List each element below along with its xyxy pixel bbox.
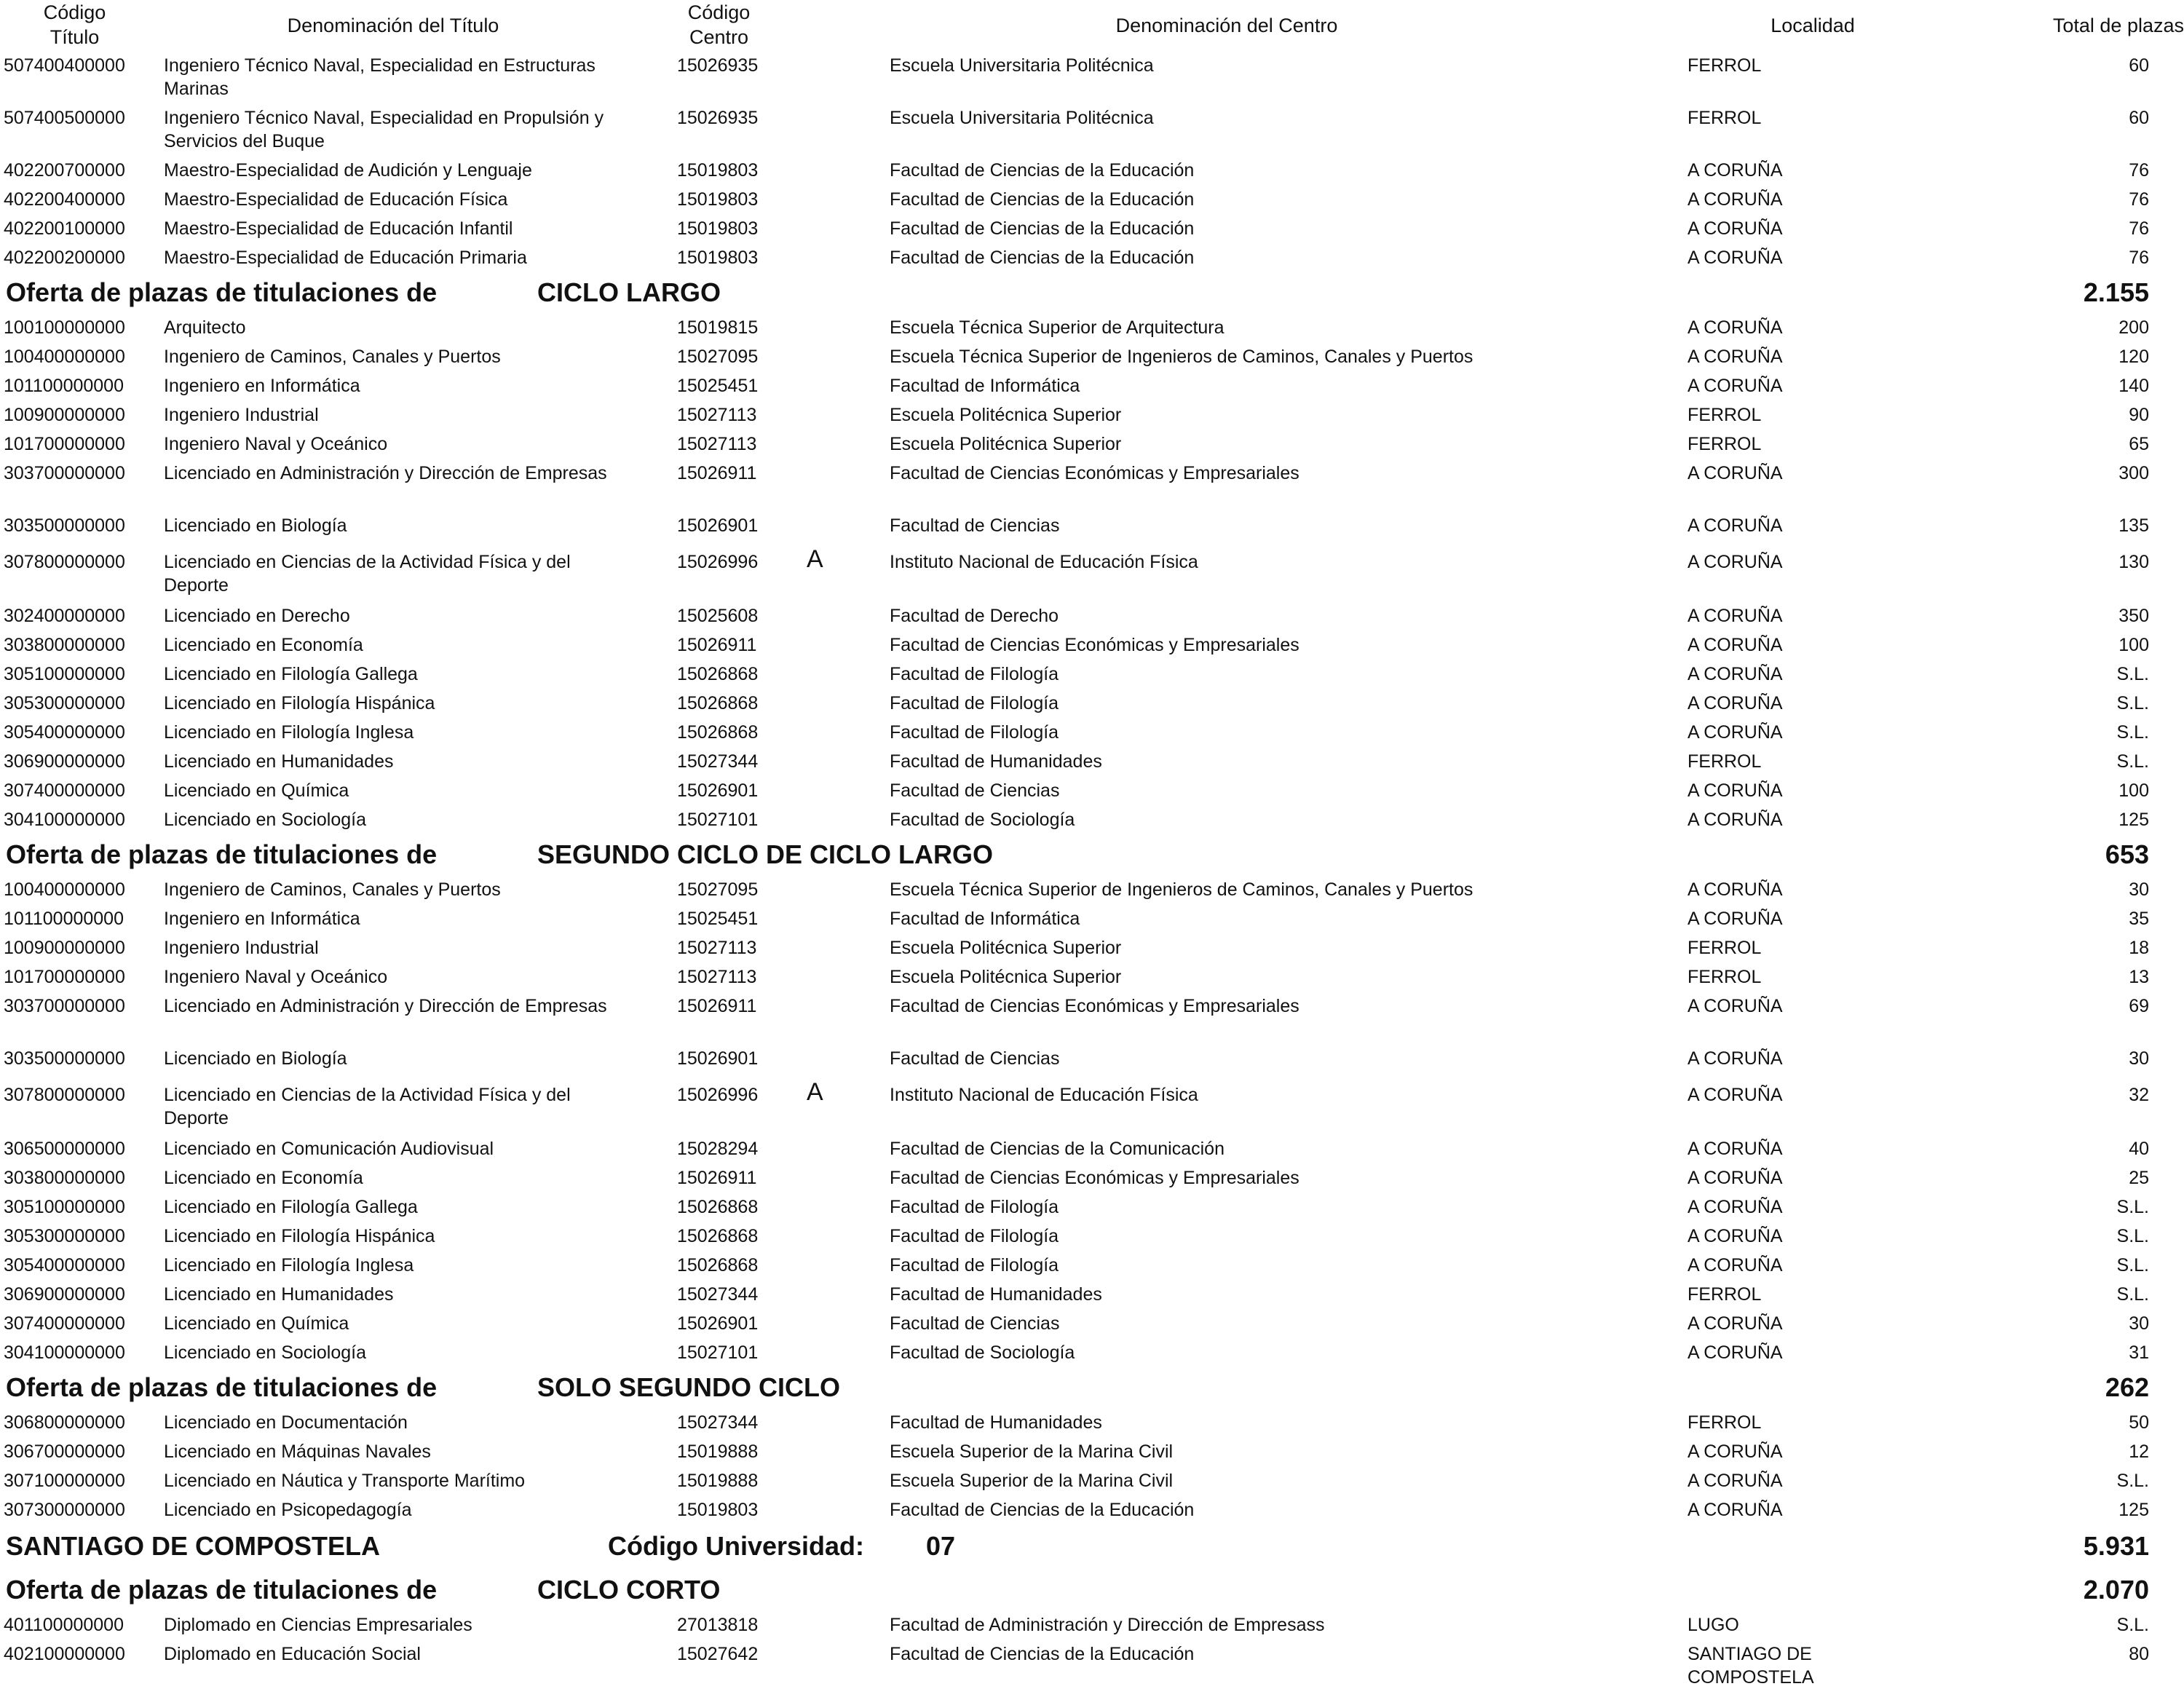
row-codigo-centro: 27013818 [677, 1615, 759, 1635]
row-total-plazas: S.L. [2116, 1197, 2149, 1217]
university-total: 5.931 [2083, 1531, 2149, 1561]
row-total-plazas: 76 [2129, 189, 2149, 210]
row-codigo-titulo: 305300000000 [4, 693, 125, 713]
row-denominacion-centro: Facultad de Ciencias de la Educación [890, 189, 1195, 210]
row-denominacion-titulo: Maestro-Especialidad de Audición y Lenguaje [164, 160, 532, 181]
row-denominacion-titulo: Licenciado en Sociología [164, 1342, 366, 1363]
row-codigo-centro: 15027344 [677, 751, 759, 772]
row-codigo-titulo: 402100000000 [4, 1644, 125, 1664]
row-total-plazas: S.L. [2116, 1471, 2149, 1491]
section-title: CICLO LARGO [537, 277, 721, 307]
row-denominacion-centro: Facultad de Ciencias de la Educación [890, 1644, 1195, 1664]
row-denominacion-titulo: Licenciado en Filología Hispánica [164, 1226, 435, 1246]
row-total-plazas: 200 [2118, 317, 2149, 338]
row-denominacion-centro: Facultad de Sociología [890, 810, 1075, 830]
row-codigo-titulo: 507400400000 [4, 55, 125, 76]
row-codigo-centro: 15027113 [677, 967, 757, 987]
section-total: 2.070 [2083, 1575, 2149, 1605]
row-denominacion-centro: Instituto Nacional de Educación Física [890, 1085, 1198, 1105]
row-codigo-titulo: 303800000000 [4, 1168, 125, 1188]
row-denominacion-centro: Escuela Técnica Superior de Ingenieros de Caminos, Canales y Puertos [890, 879, 1473, 900]
row-denominacion-centro: Escuela Politécnica Superior [890, 405, 1122, 425]
section-total: 653 [2105, 839, 2149, 869]
row-denominacion-centro: Facultad de Ciencias de la Educación [890, 248, 1195, 268]
row-total-plazas: 135 [2118, 515, 2149, 536]
row-localidad: A CORUÑA [1688, 1048, 1783, 1069]
row-codigo-titulo: 306900000000 [4, 1284, 125, 1305]
row-localidad: A CORUÑA [1688, 780, 1783, 801]
row-codigo-titulo: 100900000000 [4, 938, 125, 958]
section-title: SOLO SEGUNDO CICLO [537, 1372, 841, 1402]
row-denominacion-centro: Facultad de Ciencias [890, 1313, 1060, 1334]
row-denominacion-titulo: Licenciado en Náutica y Transporte Marítimo [164, 1471, 526, 1491]
row-localidad: A CORUÑA [1688, 1085, 1783, 1105]
row-codigo-titulo: 101100000000 [4, 376, 124, 396]
header-codigo-centro: Código Centro [687, 1, 751, 48]
row-codigo-centro: 15026901 [677, 1048, 759, 1069]
row-codigo-centro: 15027344 [677, 1412, 759, 1433]
row-denominacion-centro: Facultad de Ciencias de la Educación [890, 1500, 1195, 1520]
row-denominacion-titulo: Ingeniero Industrial [164, 938, 319, 958]
row-denominacion-centro: Escuela Politécnica Superior [890, 967, 1122, 987]
row-denominacion-centro: Facultad de Humanidades [890, 1412, 1102, 1433]
row-localidad: A CORUÑA [1688, 1197, 1783, 1217]
row-denominacion-titulo: Licenciado en Biología [164, 515, 347, 536]
row-denominacion-centro: Escuela Técnica Superior de Arquitectura [890, 317, 1224, 338]
row-codigo-centro: 15019888 [677, 1441, 759, 1462]
row-codigo-titulo: 101100000000 [4, 909, 124, 929]
row-localidad: A CORUÑA [1688, 317, 1783, 338]
row-total-plazas: 31 [2129, 1342, 2149, 1363]
row-total-plazas: 300 [2118, 463, 2149, 483]
row-denominacion-centro: Facultad de Filología [890, 1197, 1059, 1217]
row-codigo-titulo: 402200100000 [4, 218, 125, 239]
row-localidad: FERROL [1688, 938, 1762, 958]
section-total: 2.155 [2083, 277, 2149, 307]
row-denominacion-titulo: Ingeniero Naval y Oceánico [164, 967, 388, 987]
row-localidad: A CORUÑA [1688, 463, 1783, 483]
row-denominacion-titulo: Licenciado en Química [164, 780, 349, 801]
row-denominacion-titulo: Ingeniero Técnico Naval, Especialidad en Propulsión y Servicios del Buque [164, 108, 604, 151]
row-denominacion-titulo: Licenciado en Filología Gallega [164, 664, 418, 684]
row-total-plazas: 32 [2129, 1085, 2149, 1105]
row-codigo-centro: 15027344 [677, 1284, 759, 1305]
row-denominacion-titulo: Ingeniero en Informática [164, 376, 360, 396]
row-denominacion-titulo: Licenciado en Filología Gallega [164, 1197, 418, 1217]
row-denominacion-titulo: Licenciado en Sociología [164, 810, 366, 830]
row-codigo-centro: 15019803 [677, 218, 759, 239]
header-localidad: Localidad [1770, 15, 1855, 36]
row-codigo-centro: 15026868 [677, 664, 759, 684]
row-codigo-centro: 15026868 [677, 693, 759, 713]
row-codigo-centro: 15026868 [677, 1226, 759, 1246]
row-localidad: A CORUÑA [1688, 515, 1783, 536]
row-denominacion-centro: Facultad de Informática [890, 909, 1080, 929]
row-denominacion-titulo: Licenciado en Máquinas Navales [164, 1441, 431, 1462]
row-total-plazas: 76 [2129, 160, 2149, 181]
row-localidad: A CORUÑA [1688, 1342, 1783, 1363]
row-denominacion-titulo: Licenciado en Ciencias de la Actividad Física y del Deporte [164, 552, 571, 596]
row-total-plazas: 130 [2118, 552, 2149, 572]
row-denominacion-centro: Facultad de Ciencias Económicas y Empresariales [890, 635, 1299, 655]
row-codigo-centro: 15026935 [677, 55, 759, 76]
row-codigo-centro: 15019803 [677, 248, 759, 268]
row-codigo-titulo: 307400000000 [4, 1313, 125, 1334]
row-total-plazas: 40 [2129, 1139, 2149, 1159]
row-denominacion-titulo: Licenciado en Administración y Dirección de Empresas [164, 996, 607, 1016]
row-denominacion-titulo: Licenciado en Administración y Dirección de Empresas [164, 463, 607, 483]
row-codigo-centro: 15025451 [677, 376, 759, 396]
row-denominacion-centro: Facultad de Ciencias [890, 515, 1060, 536]
row-localidad: A CORUÑA [1688, 810, 1783, 830]
row-denominacion-centro: Escuela Universitaria Politécnica [890, 55, 1154, 76]
row-denominacion-titulo: Licenciado en Humanidades [164, 1284, 394, 1305]
row-denominacion-centro: Facultad de Ciencias Económicas y Empresariales [890, 1168, 1299, 1188]
row-denominacion-centro: Facultad de Ciencias [890, 1048, 1060, 1069]
row-localidad: A CORUÑA [1688, 693, 1783, 713]
row-localidad: A CORUÑA [1688, 722, 1783, 743]
row-codigo-centro: 15028294 [677, 1139, 759, 1159]
row-localidad: A CORUÑA [1688, 1313, 1783, 1334]
row-codigo-titulo: 306800000000 [4, 1412, 125, 1433]
row-total-plazas: 125 [2118, 810, 2149, 830]
row-denominacion-centro: Facultad de Ciencias de la Comunicación [890, 1139, 1224, 1159]
section-total: 262 [2105, 1372, 2149, 1402]
row-total-plazas: S.L. [2116, 1615, 2149, 1635]
row-codigo-centro: 15026935 [677, 108, 759, 128]
row-codigo-titulo: 303500000000 [4, 1048, 125, 1069]
row-codigo-titulo: 305400000000 [4, 1255, 125, 1275]
row-codigo-centro: 15026868 [677, 1255, 759, 1275]
row-codigo-titulo: 307100000000 [4, 1471, 125, 1491]
row-denominacion-centro: Facultad de Filología [890, 1226, 1059, 1246]
university-code: 07 [926, 1531, 956, 1561]
row-codigo-centro: 15026868 [677, 1197, 759, 1217]
row-denominacion-centro: Facultad de Humanidades [890, 1284, 1102, 1305]
row-total-plazas: 25 [2129, 1168, 2149, 1188]
section-label: Oferta de plazas de titulaciones de [6, 277, 438, 307]
row-codigo-centro: 15019888 [677, 1471, 759, 1491]
row-localidad: A CORUÑA [1688, 1441, 1783, 1462]
row-denominacion-centro: Escuela Técnica Superior de Ingenieros de Caminos, Canales y Puertos [890, 347, 1473, 367]
row-codigo-titulo: 303500000000 [4, 515, 125, 536]
row-denominacion-centro: Facultad de Sociología [890, 1342, 1075, 1363]
row-denominacion-centro: Facultad de Filología [890, 664, 1059, 684]
row-denominacion-centro: Facultad de Administración y Dirección de Empresass [890, 1615, 1325, 1635]
row-denominacion-titulo: Maestro-Especialidad de Educación Física [164, 189, 508, 210]
row-denominacion-titulo: Ingeniero de Caminos, Canales y Puertos [164, 347, 501, 367]
row-codigo-centro: 15019803 [677, 160, 759, 181]
row-denominacion-titulo: Arquitecto [164, 317, 246, 338]
row-denominacion-titulo: Licenciado en Documentación [164, 1412, 408, 1433]
row-total-plazas: 13 [2129, 967, 2149, 987]
row-codigo-titulo: 101700000000 [4, 967, 125, 987]
row-total-plazas: 76 [2129, 218, 2149, 239]
row-total-plazas: 120 [2118, 347, 2149, 367]
row-localidad: A CORUÑA [1688, 606, 1783, 626]
row-codigo-centro: 15026901 [677, 1313, 759, 1334]
row-codigo-centro: 15026911 [677, 463, 757, 483]
row-codigo-centro: 15019815 [677, 317, 759, 338]
row-total-plazas: 350 [2118, 606, 2149, 626]
row-localidad: FERROL [1688, 434, 1762, 454]
row-codigo-centro: 15025608 [677, 606, 759, 626]
row-codigo-titulo: 302400000000 [4, 606, 125, 626]
section-title: SEGUNDO CICLO DE CICLO LARGO [537, 839, 994, 869]
row-denominacion-titulo: Ingeniero Industrial [164, 405, 319, 425]
row-codigo-centro: 15019803 [677, 1500, 759, 1520]
row-denominacion-centro: Escuela Politécnica Superior [890, 434, 1122, 454]
row-localidad: A CORUÑA [1688, 1139, 1783, 1159]
row-codigo-titulo: 304100000000 [4, 810, 125, 830]
row-denominacion-centro: Instituto Nacional de Educación Física [890, 552, 1198, 572]
header-codigo-titulo: Código Título [43, 1, 106, 48]
row-codigo-centro: 15027113 [677, 938, 757, 958]
row-total-plazas: S.L. [2116, 664, 2149, 684]
row-codigo-titulo: 402200400000 [4, 189, 125, 210]
row-codigo-titulo: 402200200000 [4, 248, 125, 268]
row-total-plazas: 100 [2118, 635, 2149, 655]
row-localidad: A CORUÑA [1688, 996, 1783, 1016]
section-label: Oferta de plazas de titulaciones de [6, 1372, 438, 1402]
row-total-plazas: S.L. [2116, 1255, 2149, 1275]
row-total-plazas: 140 [2118, 376, 2149, 396]
row-codigo-centro: 15026911 [677, 1168, 757, 1188]
row-denominacion-titulo: Ingeniero Técnico Naval, Especialidad en Estructuras Marinas [164, 55, 596, 99]
section-label: Oferta de plazas de titulaciones de [6, 839, 438, 869]
row-localidad: A CORUÑA [1688, 1471, 1783, 1491]
row-codigo-centro: 15027101 [677, 810, 759, 830]
row-codigo-titulo: 100400000000 [4, 879, 125, 900]
row-total-plazas: 30 [2129, 879, 2149, 900]
row-codigo-titulo: 100900000000 [4, 405, 125, 425]
row-localidad: A CORUÑA [1688, 376, 1783, 396]
row-codigo-centro: 15019803 [677, 189, 759, 210]
row-localidad: A CORUÑA [1688, 160, 1783, 181]
row-total-plazas: 35 [2129, 909, 2149, 929]
row-localidad: A CORUÑA [1688, 552, 1783, 572]
row-localidad: A CORUÑA [1688, 635, 1783, 655]
row-codigo-centro: 15026868 [677, 722, 759, 743]
row-localidad: A CORUÑA [1688, 879, 1783, 900]
row-total-plazas: 12 [2129, 1441, 2149, 1462]
row-codigo-titulo: 100100000000 [4, 317, 125, 338]
row-localidad: A CORUÑA [1688, 664, 1783, 684]
row-codigo-titulo: 305300000000 [4, 1226, 125, 1246]
row-total-plazas: 60 [2129, 55, 2149, 76]
row-codigo-titulo: 306500000000 [4, 1139, 125, 1159]
row-total-plazas: S.L. [2116, 1226, 2149, 1246]
row-codigo-titulo: 101700000000 [4, 434, 125, 454]
row-codigo-titulo: 100400000000 [4, 347, 125, 367]
row-codigo-centro: 15027101 [677, 1342, 759, 1363]
row-total-plazas: 65 [2129, 434, 2149, 454]
row-denominacion-centro: Escuela Superior de la Marina Civil [890, 1471, 1174, 1491]
row-codigo-titulo: 307800000000 [4, 1085, 125, 1105]
row-total-plazas: 30 [2129, 1048, 2149, 1069]
row-codigo-titulo: 305100000000 [4, 664, 125, 684]
row-note-marker: A [807, 545, 823, 573]
row-total-plazas: 125 [2118, 1500, 2149, 1520]
row-codigo-centro: 15026996 [677, 1085, 759, 1105]
row-denominacion-titulo: Licenciado en Humanidades [164, 751, 394, 772]
row-total-plazas: 18 [2129, 938, 2149, 958]
row-denominacion-titulo: Ingeniero en Informática [164, 909, 360, 929]
row-total-plazas: S.L. [2116, 1284, 2149, 1305]
row-denominacion-titulo: Ingeniero de Caminos, Canales y Puertos [164, 879, 501, 900]
row-denominacion-titulo: Ingeniero Naval y Oceánico [164, 434, 388, 454]
row-codigo-titulo: 402200700000 [4, 160, 125, 181]
row-total-plazas: S.L. [2116, 751, 2149, 772]
row-codigo-centro: 15027113 [677, 405, 757, 425]
row-denominacion-centro: Facultad de Ciencias Económicas y Empresariales [890, 996, 1299, 1016]
row-total-plazas: S.L. [2116, 722, 2149, 743]
row-localidad: A CORUÑA [1688, 909, 1783, 929]
row-localidad: FERROL [1688, 751, 1762, 772]
row-denominacion-centro: Facultad de Filología [890, 722, 1059, 743]
row-codigo-centro: 15027095 [677, 879, 759, 900]
row-codigo-centro: 15026911 [677, 635, 757, 655]
section-title: CICLO CORTO [537, 1575, 721, 1605]
row-denominacion-titulo: Licenciado en Química [164, 1313, 349, 1334]
row-localidad: A CORUÑA [1688, 189, 1783, 210]
row-total-plazas: 90 [2129, 405, 2149, 425]
row-localidad: SANTIAGO DE COMPOSTELA [1688, 1644, 1814, 1688]
row-codigo-titulo: 306900000000 [4, 751, 125, 772]
row-denominacion-titulo: Licenciado en Psicopedagogía [164, 1500, 412, 1520]
row-localidad: A CORUÑA [1688, 347, 1783, 367]
row-codigo-centro: 15027642 [677, 1644, 759, 1664]
row-codigo-titulo: 305100000000 [4, 1197, 125, 1217]
row-localidad: A CORUÑA [1688, 1500, 1783, 1520]
row-note-marker: A [807, 1078, 823, 1106]
row-total-plazas: 30 [2129, 1313, 2149, 1334]
row-codigo-titulo: 305400000000 [4, 722, 125, 743]
row-codigo-titulo: 307800000000 [4, 552, 125, 572]
row-denominacion-centro: Facultad de Informática [890, 376, 1080, 396]
row-localidad: A CORUÑA [1688, 1255, 1783, 1275]
row-localidad: A CORUÑA [1688, 218, 1783, 239]
row-codigo-titulo: 307400000000 [4, 780, 125, 801]
row-denominacion-titulo: Licenciado en Filología Inglesa [164, 722, 414, 743]
row-localidad: A CORUÑA [1688, 1226, 1783, 1246]
row-codigo-titulo: 303800000000 [4, 635, 125, 655]
row-total-plazas: 60 [2129, 108, 2149, 128]
row-codigo-centro: 15026901 [677, 780, 759, 801]
row-localidad: A CORUÑA [1688, 248, 1783, 268]
row-denominacion-centro: Facultad de Filología [890, 1255, 1059, 1275]
row-localidad: FERROL [1688, 1412, 1762, 1433]
row-codigo-titulo: 303700000000 [4, 996, 125, 1016]
row-denominacion-titulo: Maestro-Especialidad de Educación Infantil [164, 218, 513, 239]
row-codigo-centro: 15027095 [677, 347, 759, 367]
row-denominacion-titulo: Maestro-Especialidad de Educación Primaria [164, 248, 527, 268]
row-denominacion-centro: Facultad de Derecho [890, 606, 1059, 626]
row-denominacion-titulo: Licenciado en Ciencias de la Actividad Física y del Deporte [164, 1085, 571, 1128]
row-denominacion-titulo: Licenciado en Biología [164, 1048, 347, 1069]
row-denominacion-centro: Facultad de Ciencias de la Educación [890, 218, 1195, 239]
row-codigo-centro: 15027113 [677, 434, 757, 454]
row-denominacion-titulo: Licenciado en Economía [164, 635, 363, 655]
row-total-plazas: 100 [2118, 780, 2149, 801]
row-codigo-centro: 15026996 [677, 552, 759, 572]
row-denominacion-titulo: Licenciado en Filología Hispánica [164, 693, 435, 713]
row-total-plazas: S.L. [2116, 693, 2149, 713]
row-denominacion-titulo: Licenciado en Derecho [164, 606, 350, 626]
row-denominacion-titulo: Licenciado en Economía [164, 1168, 363, 1188]
row-total-plazas: 76 [2129, 248, 2149, 268]
row-codigo-titulo: 507400500000 [4, 108, 125, 128]
row-denominacion-centro: Facultad de Ciencias Económicas y Empresariales [890, 463, 1299, 483]
row-codigo-centro: 15026911 [677, 996, 757, 1016]
row-codigo-titulo: 304100000000 [4, 1342, 125, 1363]
university-code-label: Código Universidad: [608, 1531, 865, 1561]
section-label: Oferta de plazas de titulaciones de [6, 1575, 438, 1605]
row-codigo-titulo: 303700000000 [4, 463, 125, 483]
row-total-plazas: 80 [2129, 1644, 2149, 1664]
row-denominacion-titulo: Licenciado en Filología Inglesa [164, 1255, 414, 1275]
row-codigo-titulo: 401100000000 [4, 1615, 124, 1635]
row-denominacion-titulo: Licenciado en Comunicación Audiovisual [164, 1139, 494, 1159]
row-localidad: FERROL [1688, 967, 1762, 987]
row-localidad: FERROL [1688, 108, 1762, 128]
header-denominacion-titulo: Denominación del Título [287, 15, 499, 36]
row-localidad: FERROL [1688, 55, 1762, 76]
row-total-plazas: 69 [2129, 996, 2149, 1016]
row-denominacion-centro: Escuela Politécnica Superior [890, 938, 1122, 958]
row-codigo-titulo: 306700000000 [4, 1441, 125, 1462]
row-denominacion-centro: Facultad de Ciencias de la Educación [890, 160, 1195, 181]
row-denominacion-centro: Escuela Universitaria Politécnica [890, 108, 1154, 128]
university-name: SANTIAGO DE COMPOSTELA [6, 1531, 381, 1561]
row-denominacion-titulo: Diplomado en Educación Social [164, 1644, 421, 1664]
row-codigo-centro: 15026901 [677, 515, 759, 536]
row-codigo-centro: 15025451 [677, 909, 759, 929]
row-denominacion-centro: Facultad de Ciencias [890, 780, 1060, 801]
header-denominacion-centro: Denominación del Centro [1115, 15, 1338, 36]
row-denominacion-titulo: Diplomado en Ciencias Empresariales [164, 1615, 472, 1635]
row-codigo-titulo: 307300000000 [4, 1500, 125, 1520]
row-localidad: FERROL [1688, 405, 1762, 425]
row-denominacion-centro: Facultad de Filología [890, 693, 1059, 713]
row-localidad: A CORUÑA [1688, 1168, 1783, 1188]
row-total-plazas: 50 [2129, 1412, 2149, 1433]
row-denominacion-centro: Escuela Superior de la Marina Civil [890, 1441, 1174, 1462]
row-localidad: FERROL [1688, 1284, 1762, 1305]
row-denominacion-centro: Facultad de Humanidades [890, 751, 1102, 772]
header-total-plazas: Total de plazas [2052, 15, 2184, 36]
row-localidad: LUGO [1688, 1615, 1739, 1635]
